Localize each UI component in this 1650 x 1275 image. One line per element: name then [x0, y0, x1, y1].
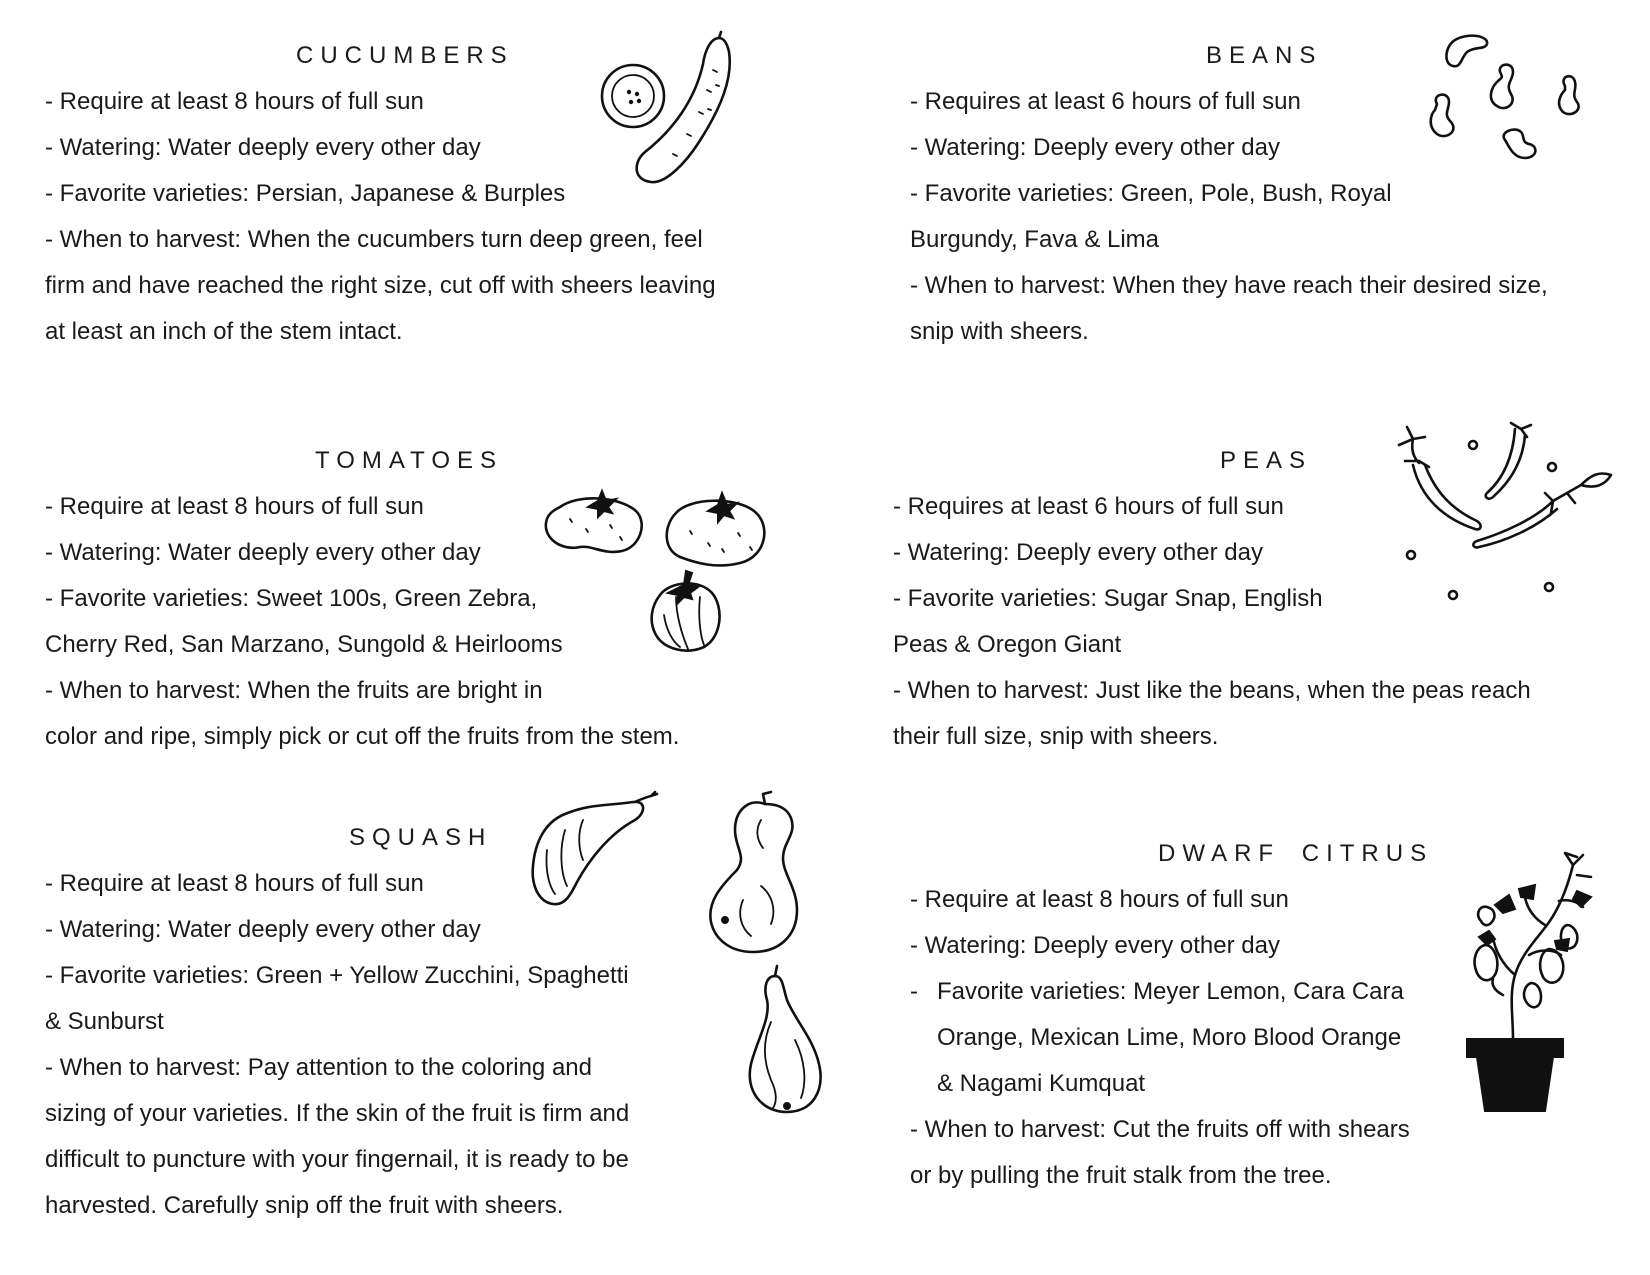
section-title: BEANS	[1206, 42, 1323, 69]
text-line: & Nagami Kumquat	[937, 1070, 1146, 1097]
text-line: snip with sheers.	[910, 318, 1089, 345]
text-line: - When to harvest: When they have reach their desired size,	[910, 272, 1548, 299]
text-line: - When to harvest: When the cucumbers turn deep green, feel	[45, 226, 703, 253]
text-line: sizing of your varieties. If the skin of the fruit is firm and	[45, 1100, 630, 1127]
text-line: - Watering: Deeply every other day	[910, 932, 1280, 959]
text-line: Favorite varieties: Meyer Lemon, Cara Cara	[937, 978, 1404, 1005]
text-line: & Sunburst	[45, 1008, 164, 1035]
tomatoes-icon	[540, 485, 790, 665]
text-line: - Requires at least 6 hours of full sun	[893, 493, 1284, 520]
text-line: Orange, Mexican Lime, Moro Blood Orange	[937, 1024, 1402, 1051]
list-dash: -	[910, 978, 918, 1005]
text-line: Burgundy, Fava & Lima	[910, 226, 1160, 253]
text-line: - When to harvest: Pay attention to the coloring and	[45, 1054, 592, 1081]
text-line: at least an inch of the stem intact.	[45, 318, 403, 345]
text-line: or by pulling the fruit stalk from the tree.	[910, 1162, 1332, 1189]
text-line: difficult to puncture with your fingernail, it is ready to be	[45, 1146, 629, 1173]
text-line: - Favorite varieties: Green, Pole, Bush, Royal	[910, 180, 1392, 207]
section-title: SQUASH	[349, 824, 493, 851]
text-line: - Watering: Deeply every other day	[893, 539, 1263, 566]
cucumber-icon	[595, 30, 755, 190]
section-title: DWARF CITRUS	[1158, 840, 1434, 867]
text-line: - Favorite varieties: Sugar Snap, English	[893, 585, 1323, 612]
text-line: their full size, snip with sheers.	[893, 723, 1219, 750]
text-line: - Watering: Deeply every other day	[910, 134, 1280, 161]
text-line: Cherry Red, San Marzano, Sungold & Heirlooms	[45, 631, 563, 658]
text-line: - Requires at least 6 hours of full sun	[910, 88, 1301, 115]
text-line: - Favorite varieties: Green + Yellow Zucchini, Spaghetti	[45, 962, 629, 989]
text-line: - Require at least 8 hours of full sun	[45, 88, 424, 115]
text-line: color and ripe, simply pick or cut off the fruits from the stem.	[45, 723, 680, 750]
text-line: - Require at least 8 hours of full sun	[45, 870, 424, 897]
text-line: - Watering: Water deeply every other day	[45, 134, 481, 161]
text-line: - Favorite varieties: Sweet 100s, Green Zebra,	[45, 585, 538, 612]
text-line: - When to harvest: When the fruits are bright in	[45, 677, 543, 704]
section-title: CUCUMBERS	[296, 42, 514, 69]
pea-pods-icon	[1385, 415, 1615, 605]
section-title: TOMATOES	[315, 447, 504, 474]
text-line: - Favorite varieties: Persian, Japanese & Burples	[45, 180, 566, 207]
text-line: Peas & Oregon Giant	[893, 631, 1122, 658]
text-line: - When to harvest: Cut the fruits off with shears	[910, 1116, 1410, 1143]
text-line: - Watering: Water deeply every other day	[45, 916, 481, 943]
text-line: firm and have reached the right size, cut off with sheers leaving	[45, 272, 716, 299]
beans-icon	[1425, 30, 1595, 170]
text-line: - Require at least 8 hours of full sun	[45, 493, 424, 520]
squash-icon	[525, 790, 825, 1130]
potted-citrus-tree-icon	[1455, 845, 1625, 1115]
text-line: - When to harvest: Just like the beans, when the peas reach	[893, 677, 1531, 704]
text-line: harvested. Carefully snip off the fruit with sheers.	[45, 1192, 564, 1219]
text-line: - Watering: Water deeply every other day	[45, 539, 481, 566]
section-title: PEAS	[1220, 447, 1313, 474]
text-line: - Require at least 8 hours of full sun	[910, 886, 1289, 913]
